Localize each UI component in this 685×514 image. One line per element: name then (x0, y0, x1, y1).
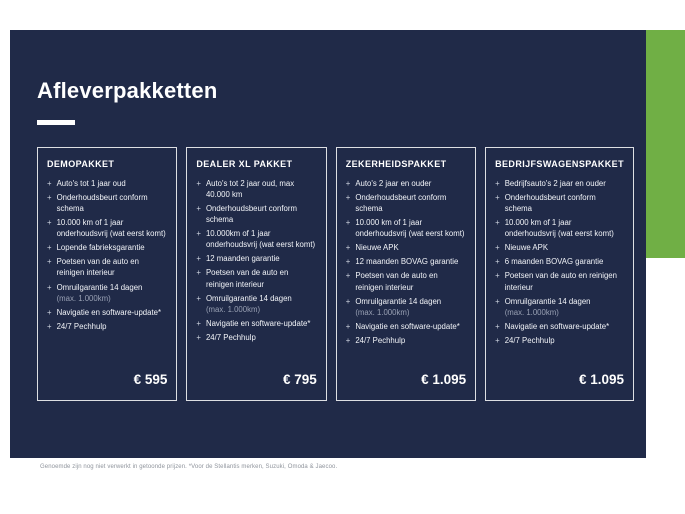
feature-text: Navigatie en software-update* (205, 318, 311, 328)
feature-text: Onderhoudsbeurt conform schema (504, 193, 596, 214)
package-feature (196, 253, 316, 264)
feature-text: Nieuwe APK (504, 243, 549, 253)
feature-text: 24/7 Pechhulp (355, 335, 406, 345)
package-feature (196, 203, 316, 225)
feature-text: Auto's tot 2 jaar oud, max 40.000 km (205, 179, 295, 200)
package-feature (196, 228, 316, 250)
plus-icon: + (495, 321, 500, 331)
package-feature (196, 293, 316, 315)
feature-subtext: (max. 1.000km) (205, 304, 261, 314)
package-feature (47, 256, 167, 278)
package-feature (346, 256, 466, 267)
package-feature (495, 192, 624, 214)
feature-text: Omruilgarantie 14 dagen (max. 1.000km) (504, 296, 591, 317)
package-feature (47, 192, 167, 214)
feature-text: 10.000 km of 1 jaar onderhoudsvrij (wat eerst komt) (355, 218, 465, 239)
feature-text: Omruilgarantie 14 dagen (max. 1.000km) (205, 293, 292, 314)
feature-text: Navigatie en software-update* (56, 307, 162, 317)
feature-text: Lopende fabrieksgarantie (56, 243, 145, 253)
feature-text: Navigatie en software-update* (355, 321, 460, 331)
plus-icon: + (345, 321, 351, 331)
plus-icon: + (345, 179, 351, 188)
package-card (485, 147, 634, 401)
feature-subtext: (max. 1.000km) (504, 307, 559, 317)
feature-text: 10.000 km of 1 jaar onderhoudsvrij (wat eerst komt) (504, 218, 614, 239)
feature-subtext: (max. 1.000km) (355, 307, 410, 317)
feature-text: Auto's tot 1 jaar oud (56, 179, 126, 188)
plus-icon: + (345, 243, 351, 253)
feature-text: Poetsen van de auto en reinigen interieur (355, 271, 438, 292)
package-feature (196, 178, 316, 200)
plus-icon: + (47, 193, 52, 203)
package-items (495, 178, 624, 349)
package-card (186, 147, 326, 401)
package-feature (47, 321, 167, 332)
package-feature (196, 318, 316, 329)
package-feature (495, 296, 624, 318)
plus-icon: + (47, 282, 52, 292)
package-feature (47, 178, 167, 189)
package-card (336, 147, 476, 401)
feature-text: Navigatie en software-update* (504, 321, 610, 331)
plus-icon: + (495, 179, 500, 188)
package-feature (495, 178, 624, 189)
package-title: BEDRIJFSWAGENSPAKKET (495, 159, 624, 169)
feature-text: 10.000 km of 1 jaar onderhoudsvrij (wat eerst komt) (56, 218, 166, 239)
feature-subtext: (max. 1.000km) (56, 293, 111, 303)
package-feature (47, 217, 167, 239)
plus-icon: + (196, 268, 201, 278)
package-title: ZEKERHEIDSPAKKET (345, 159, 447, 169)
feature-text: 6 maanden BOVAG garantie (504, 257, 604, 267)
package-price: € 1.095 (578, 372, 624, 387)
plus-icon: + (495, 257, 500, 267)
plus-icon: + (47, 243, 52, 253)
plus-icon: + (495, 243, 500, 253)
plus-icon: + (495, 271, 500, 281)
feature-text: Bedrijfsauto's 2 jaar en ouder (504, 179, 606, 188)
plus-icon: + (345, 218, 351, 228)
package-items (47, 178, 167, 335)
package-feature (346, 217, 466, 239)
package-feature (346, 192, 466, 214)
plus-icon: + (196, 204, 201, 214)
plus-icon: + (345, 296, 351, 306)
feature-text: 24/7 Pechhulp (205, 332, 256, 342)
package-items (196, 178, 316, 346)
package-feature (47, 307, 167, 318)
plus-icon: + (196, 229, 201, 239)
package-feature (346, 335, 466, 346)
package-items (346, 178, 466, 349)
feature-text: Omruilgarantie 14 dagen (max. 1.000km) (355, 296, 442, 317)
feature-text: 12 maanden garantie (205, 254, 280, 264)
feature-text: 12 maanden BOVAG garantie (355, 257, 459, 267)
plus-icon: + (47, 218, 52, 228)
package-feature (346, 242, 466, 253)
package-price: € 595 (133, 372, 168, 387)
feature-text: 24/7 Pechhulp (504, 335, 555, 345)
package-feature (495, 321, 624, 332)
plus-icon: + (495, 218, 500, 228)
package-price: € 1.095 (421, 372, 467, 387)
package-price: € 795 (282, 372, 317, 387)
package-feature (47, 242, 167, 253)
feature-text: 24/7 Pechhulp (56, 321, 107, 331)
plus-icon: + (345, 271, 351, 281)
main-panel (10, 30, 646, 458)
page-title: Afleverpakketten (37, 78, 218, 103)
package-feature (495, 242, 624, 253)
package-feature (346, 178, 466, 189)
plus-icon: + (495, 296, 500, 306)
plus-icon: + (345, 193, 351, 203)
plus-icon: + (196, 318, 201, 328)
package-feature (346, 321, 466, 332)
package-title: DEALER XL PAKKET (196, 159, 293, 169)
feature-text: Omruilgarantie 14 dagen (max. 1.000km) (56, 282, 143, 303)
package-title: DEMOPAKKET (47, 159, 115, 169)
plus-icon: + (47, 321, 52, 331)
footnote: Genoemde zijn nog niet verwerkt in getoonde prijzen. *Voor de Stellantis merken, Suzuki, Omoda & Jaecoo. (40, 464, 338, 470)
package-feature (495, 270, 624, 292)
package-feature (495, 335, 624, 346)
package-feature (196, 267, 316, 289)
plus-icon: + (196, 254, 201, 264)
package-feature (346, 270, 466, 292)
feature-text: Nieuwe APK (355, 243, 399, 253)
plus-icon: + (47, 179, 52, 188)
plus-icon: + (196, 179, 201, 188)
package-feature (495, 217, 624, 239)
title-underline (37, 120, 75, 125)
packages-row (37, 147, 634, 401)
feature-text: Poetsen van de auto en reinigen interieur (56, 257, 139, 278)
package-card (37, 147, 177, 401)
plus-icon: + (47, 257, 52, 267)
package-feature (495, 256, 624, 267)
feature-text: Poetsen van de auto en reinigen interieur (205, 268, 289, 289)
plus-icon: + (47, 307, 52, 317)
plus-icon: + (495, 335, 500, 345)
feature-text: 10.000km of 1 jaar onderhoudsvrij (wat eerst komt) (205, 229, 316, 250)
plus-icon: + (345, 335, 351, 345)
package-feature (47, 282, 167, 304)
feature-text: Onderhoudsbeurt conform schema (205, 204, 297, 225)
package-feature (346, 296, 466, 318)
package-feature (196, 332, 316, 343)
plus-icon: + (345, 257, 351, 267)
feature-text: Onderhoudsbeurt conform schema (355, 193, 447, 214)
feature-text: Onderhoudsbeurt conform schema (56, 193, 148, 214)
feature-text: Poetsen van de auto en reinigen interieur (504, 271, 617, 292)
plus-icon: + (196, 332, 201, 342)
plus-icon: + (495, 193, 500, 203)
plus-icon: + (196, 293, 201, 303)
feature-text: Auto's 2 jaar en ouder (355, 179, 432, 188)
